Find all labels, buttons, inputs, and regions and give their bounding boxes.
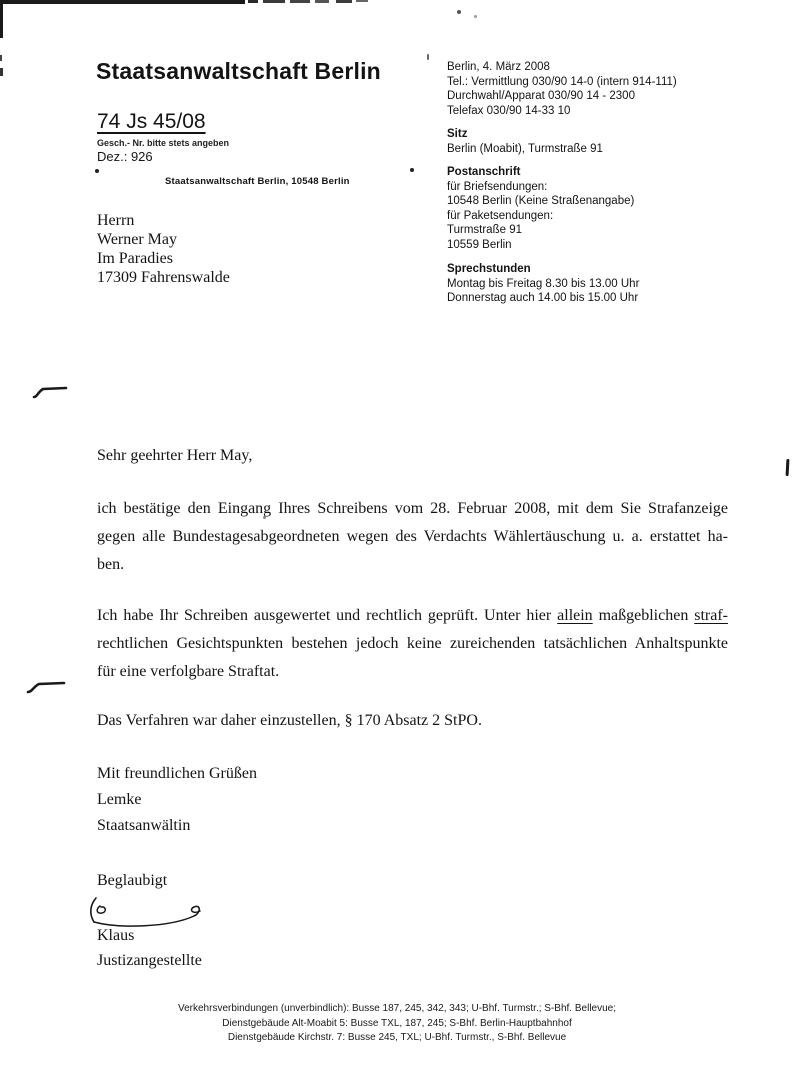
recipient-line: 17309 Fahrenswalde [97, 269, 230, 286]
paragraph [97, 707, 728, 735]
transport-connections-footer [0, 1002, 794, 1046]
scan-artifact-top-dash [356, 0, 368, 2]
postal-address-line: für Paketsendungen: [447, 209, 554, 222]
margin-mark [26, 679, 70, 695]
sitz-address: Berlin (Moabit), Turmstraße 91 [447, 142, 603, 155]
body-text: Ich habe Ihr Schreiben ausgewertet und rechtlich geprüft. Unter hier [97, 607, 558, 624]
body-text: für eine verfolgbare Straftat. [97, 663, 280, 680]
recipient-line: Herrn [97, 212, 135, 229]
body-text: Das Verfahren war daher einzustellen, § 170 Absatz 2 StPO. [97, 712, 482, 729]
body-line [97, 495, 728, 523]
scan-tick-right-edge [786, 459, 790, 476]
office-hours-line: Montag bis Freitag 8.30 bis 13.00 Uhr [447, 277, 640, 290]
info-column [447, 60, 777, 306]
scan-artifact-left-tick [0, 68, 3, 76]
date-line: Berlin, 4. März 2008 [447, 61, 550, 73]
recipient-line: Im Paradies [97, 250, 173, 267]
file-number-note: Gesch.- Nr. bitte stets angeben [97, 138, 230, 148]
closing-name: Lemke [97, 791, 142, 808]
scan-dot-left [95, 169, 99, 173]
scan-artifact-left-bar [0, 0, 3, 38]
postal-address-line: 10548 Berlin (Keine Straßenangabe) [447, 195, 635, 207]
fax-line: Telefax 030/90 14-33 10 [447, 104, 571, 117]
scan-artifact-top-dash [263, 0, 285, 3]
scan-artifact-top-dash [290, 0, 310, 3]
department-number: Dez.: 926 [97, 149, 153, 164]
signer-title: Justizangestellte [97, 952, 202, 969]
paragraph [97, 495, 728, 579]
office-hours-line: Donnerstag auch 14.00 bis 15.00 Uhr [447, 292, 639, 304]
file-number: 74 Js 45/08 [97, 110, 206, 133]
body-line [97, 551, 728, 579]
signer-name: Klaus [97, 927, 135, 944]
phone-line: Tel.: Vermittlung 030/90 14-0 (intern 914-111) [447, 75, 677, 88]
postal-address-lines [447, 180, 777, 253]
postanschrift-label: Postanschrift [447, 166, 521, 178]
scan-artifact-top-dash [315, 0, 329, 3]
scan-speck [457, 10, 461, 14]
scan-dot-right [410, 168, 414, 172]
closing-title: Staatsanwältin [97, 817, 191, 834]
direct-dial-line: Durchwahl/Apparat 030/90 14 - 2300 [447, 90, 635, 102]
scan-artifact-top-dash [336, 0, 352, 3]
sprechstunden-label: Sprechstunden [447, 263, 531, 275]
scan-artifact-left-tick [0, 55, 2, 61]
body-text: ich bestätige den Eingang Ihres Schreibens vom 28. Februar 2008, mit dem Sie Strafanzeige [97, 500, 728, 517]
body-line [97, 658, 728, 686]
postal-address-line: für Briefsendungen: [447, 180, 548, 193]
underlined-text: straf- [694, 607, 728, 624]
sender-title: Staatsanwaltschaft Berlin [96, 58, 381, 84]
postal-address-line: 10559 Berlin [447, 238, 512, 251]
scan-artifact-top-bar [0, 0, 245, 4]
footer-line: Dienstgebäude Kirchstr. 7: Busse 245, TXL; U-Bhf. Turmstr., S-Bhf. Bellevue [227, 1032, 567, 1043]
body-line [97, 602, 728, 630]
underlined-text: allein [557, 607, 593, 624]
footer-line: Verkehrsverbindungen (unverbindlich): Busse 187, 245, 342, 343; U-Bhf. Turmstr.; S-Bhf. Bellevue; [177, 1003, 617, 1014]
paragraph [97, 602, 728, 686]
recipient-address [97, 211, 230, 287]
scan-speck [474, 15, 477, 18]
margin-mark [32, 384, 72, 400]
scan-speck [427, 54, 429, 60]
certification-label: Beglaubigt [97, 872, 168, 889]
salutation: Sehr geehrter Herr May, [97, 447, 253, 464]
body-line [97, 707, 728, 735]
return-address-line: Staatsanwaltschaft Berlin, 10548 Berlin [165, 176, 350, 187]
scan-artifact-top-dash [248, 0, 258, 3]
footer-line: Dienstgebäude Alt-Moabit 5: Busse TXL, 187, 245; S-Bhf. Berlin-Hauptbahnhof [222, 1017, 572, 1029]
body-text: gegen alle Bundestagesabgeordneten wegen des Verdachts Wählertäuschung u. a. erstattet ha- [97, 528, 728, 545]
body-text: ben. [97, 556, 125, 573]
body-text: maßgeblichen [592, 607, 695, 624]
body-line [97, 630, 728, 658]
closing-greeting: Mit freundlichen Grüßen [97, 765, 257, 782]
postal-address-line: Turmstraße 91 [447, 224, 522, 236]
body-line [97, 523, 728, 551]
sitz-label: Sitz [447, 128, 468, 140]
office-hours [447, 277, 777, 306]
body-text: rechtlichen Gesichtspunkten bestehen jedoch keine zureichenden tatsächlichen Anhaltspunkte [97, 635, 728, 652]
recipient-line: Werner May [97, 231, 178, 248]
